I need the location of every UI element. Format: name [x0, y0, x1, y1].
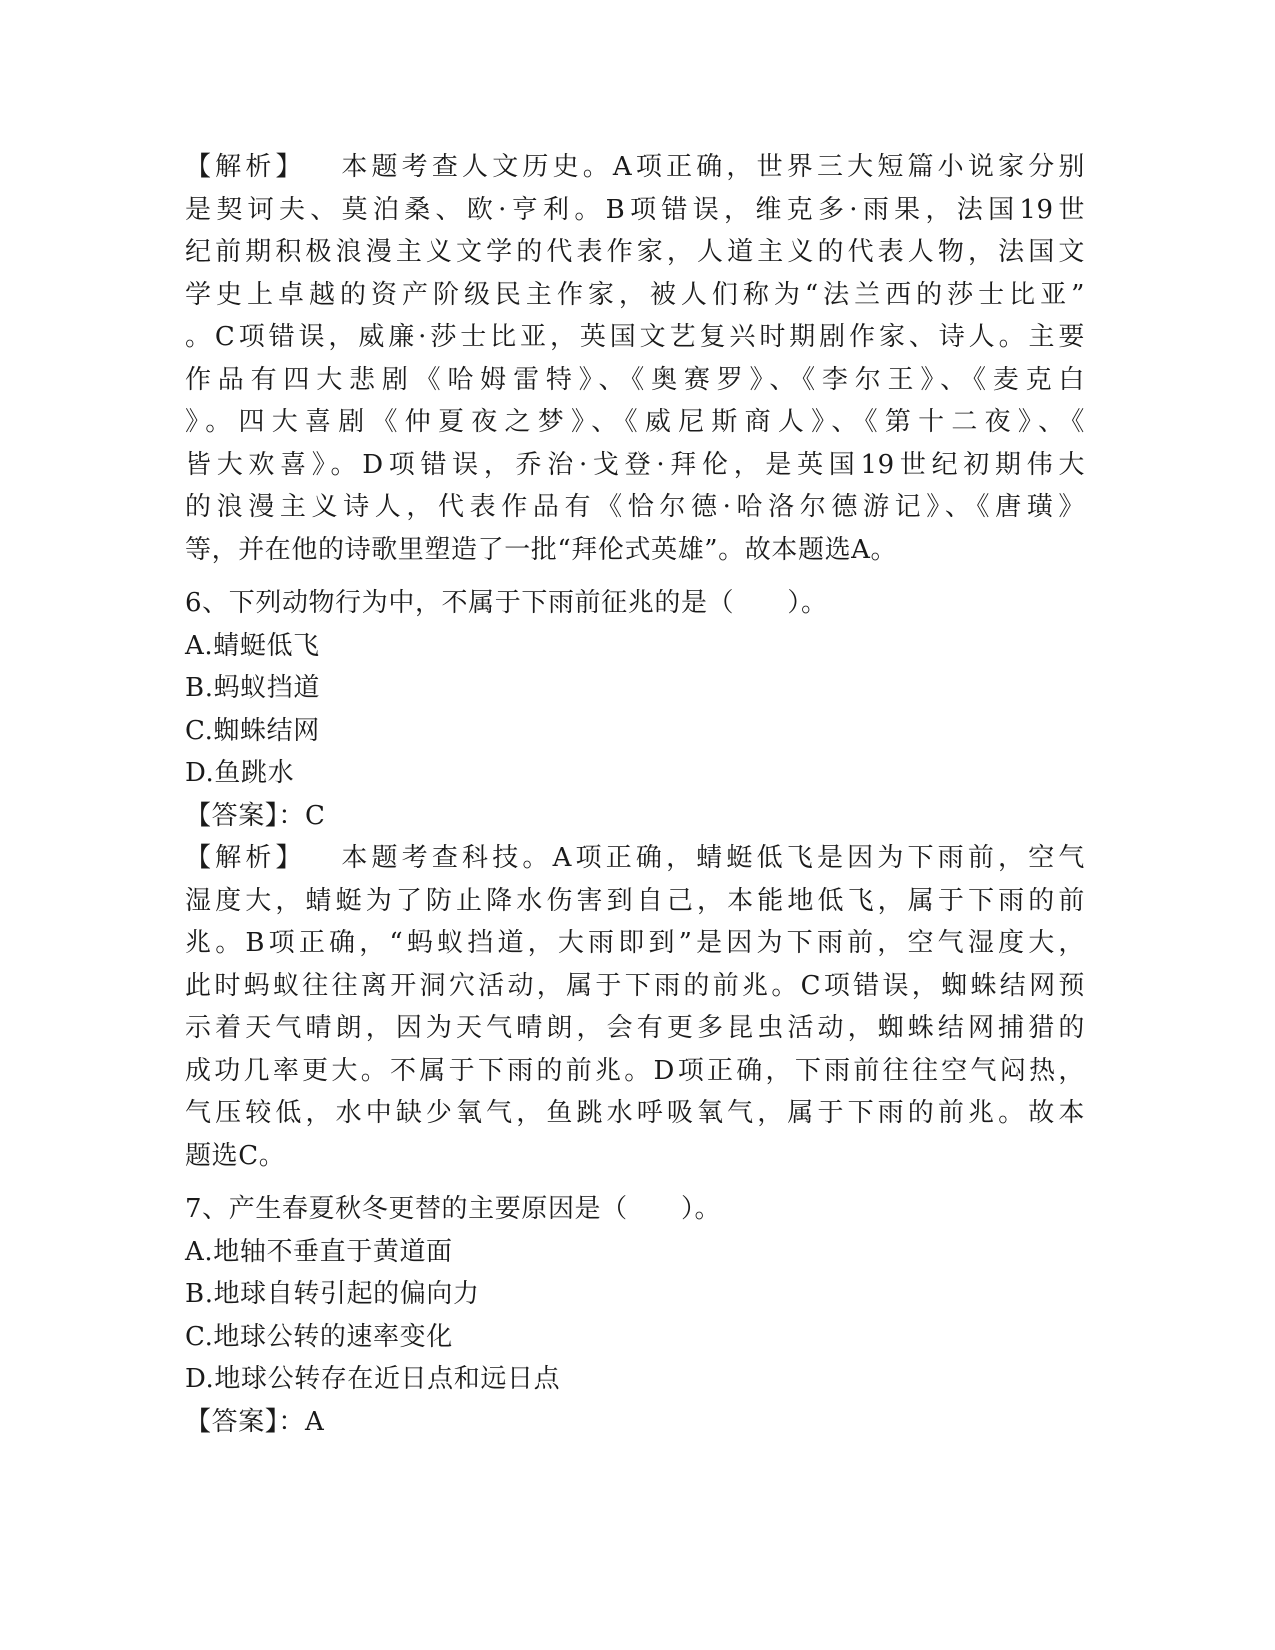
analysis-line: 皆大欢喜》。D项错误，乔治·戈登·拜伦，是英国19世纪初期伟大 [185, 449, 1085, 480]
question-7-option-a: A.地轴不垂直于黄道面 [185, 1236, 453, 1267]
analysis-line: 纪前期积极浪漫主义文学的代表作家，人道主义的代表人物，法国文 [185, 237, 1085, 267]
question-6-option-b: B.蚂蚁挡道 [185, 673, 320, 703]
analysis-line [185, 146, 1085, 189]
analysis-line: 题选C。 [185, 1140, 286, 1171]
analysis-text: 本题考查人文历史。A项正确，世界三大短篇小说家分别 [337, 152, 1086, 182]
question-6-option-d: D.鱼跳水 [185, 758, 295, 788]
analysis-text: 本题考查科技。A项正确，蜻蜓低飞是因为下雨前，空气 [337, 843, 1086, 873]
analysis-label: 【解析】 [185, 152, 306, 182]
document-page [185, 146, 1085, 1443]
analysis-line: 此时蚂蚁往往离开洞穴活动，属于下雨的前兆。C项错误，蜘蛛结网预 [185, 970, 1085, 1001]
analysis-line: 是契诃夫、莫泊桑、欧·亨利。B项错误，维克多·雨果，法国19世 [185, 194, 1085, 225]
question-6-option-c: C.蜘蛛结网 [185, 715, 320, 746]
question-7-answer [185, 1401, 1085, 1444]
analysis-line: 示着天气晴朗，因为天气晴朗，会有更多昆虫活动，蜘蛛结网捕猎的 [185, 1013, 1085, 1043]
question-6-answer [185, 795, 1085, 838]
answer-label: 【答案】： [185, 800, 306, 831]
question-6-option-a: A.蜻蜓低飞 [185, 630, 320, 661]
analysis-line: 等，并在他的诗歌里塑造了一批“拜伦式英雄”。故本题选A。 [185, 534, 898, 565]
question-7-option-d: D.地球公转存在近日点和远日点 [185, 1364, 561, 1394]
answer-value: C [305, 800, 326, 831]
analysis-line: 的浪漫主义诗人，代表作品有《恰尔德·哈洛尔德游记》、《唐璜》 [185, 492, 1085, 522]
analysis-line: 兆。B项正确，“蚂蚁挡道，大雨即到”是因为下雨前，空气湿度大， [185, 928, 1085, 958]
analysis-line: 作品有四大悲剧《哈姆雷特》、《奥赛罗》、《李尔王》、《麦克白 [185, 364, 1085, 395]
question-7-option-b: B.地球自转引起的偏向力 [185, 1279, 480, 1309]
answer-value: A [305, 1406, 325, 1437]
analysis-line: 。C项错误，威廉·莎士比亚，英国文艺复兴时期剧作家、诗人。主要 [185, 322, 1085, 352]
analysis-line: 》。四大喜剧《仲夏夜之梦》、《威尼斯商人》、《第十二夜》、《 [185, 407, 1085, 437]
question-6-text: 6、下列动物行为中，不属于下雨前征兆的是（ ）。 [185, 588, 828, 618]
analysis-line: 气压较低，水中缺少氧气，鱼跳水呼吸氧气，属于下雨的前兆。故本 [185, 1098, 1085, 1128]
analysis-line: 湿度大，蜻蜓为了防止降水伤害到自己，本能地低飞，属于下雨的前 [185, 885, 1085, 916]
analysis-label: 【解析】 [185, 843, 306, 873]
answer-label: 【答案】： [185, 1406, 306, 1437]
question-7-text: 7、产生春夏秋冬更替的主要原因是（ ）。 [185, 1194, 722, 1224]
analysis-line: 成功几率更大。不属于下雨的前兆。D项正确，下雨前往往空气闷热， [185, 1055, 1085, 1086]
analysis-line [185, 837, 1085, 880]
analysis-line: 学史上卓越的资产阶级民主作家，被人们称为“法兰西的莎士比亚” [185, 279, 1085, 310]
question-7-option-c: C.地球公转的速率变化 [185, 1321, 453, 1352]
